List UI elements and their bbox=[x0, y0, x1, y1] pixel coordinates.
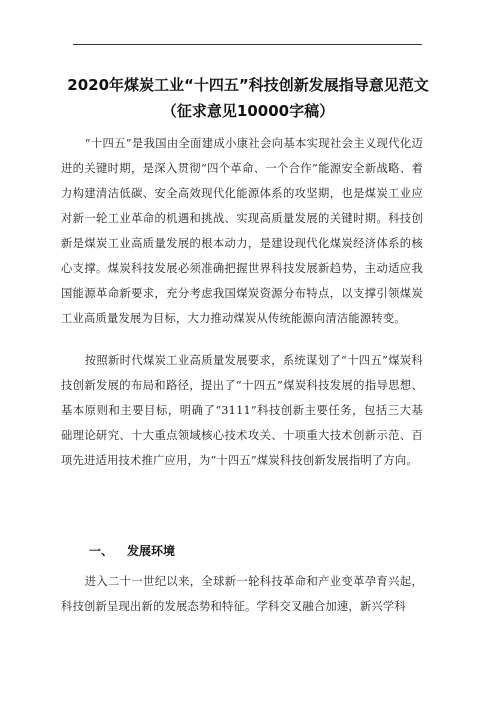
section-number: 一、 bbox=[89, 544, 114, 558]
intro-paragraph-2: 按照新时代煤炭工业高质量发展要求，系统谋划了“十四五”煤炭科技创新发展的布局和路径，提出了“十四五”煤炭科技发展的指导思想、基本原则和主要目标，明确了“3111”科技创新主要任务，包括三大基础理论研究、十大重点领域核心技术攻关、十项重大技术创新示范、百项先进适用技术推广应用，为“十四五”煤炭科技创新发展指明了方向。 bbox=[61, 354, 423, 467]
section-paragraph: 进入二十一世纪以来，全球新一轮科技革命和产业变革孕育兴起，科技创新呈现出新的发展态势和特征。学科交叉融合加速，新兴学科 bbox=[61, 575, 423, 613]
header-rule bbox=[73, 44, 422, 45]
section-title: 发展环境 bbox=[127, 544, 176, 558]
document-title: 2020年煤炭工业“十四五”科技创新发展指导意见范文（征求意见10000字稿） bbox=[67, 76, 429, 120]
intro-paragraph-1: “十四五”是我国由全面建成小康社会向基本实现社会主义现代化迈进的关键时期，是深入贯彻“四个革命、一个合作”能源安全新战略、着力构建清洁低碳、安全高效现代化能源体系的攻坚期，也是煤炭工业应对新一轮工业革命的机遇和挑战、实现高质量发展的关键时期。科技创新是煤炭工业高质量发展的根本动力，是建设现代化煤炭经济体系的核心支撑。煤炭科技发展必须准确把握世界科技发展新趋势，主动适应我国能源革命新要求，充分考虑我国煤炭资源分布特点，以支撑引领煤炭工业高质量发展为目标，大力推动煤炭从传统能源向清洁能源转变。 bbox=[61, 137, 423, 325]
section-heading bbox=[89, 541, 175, 561]
